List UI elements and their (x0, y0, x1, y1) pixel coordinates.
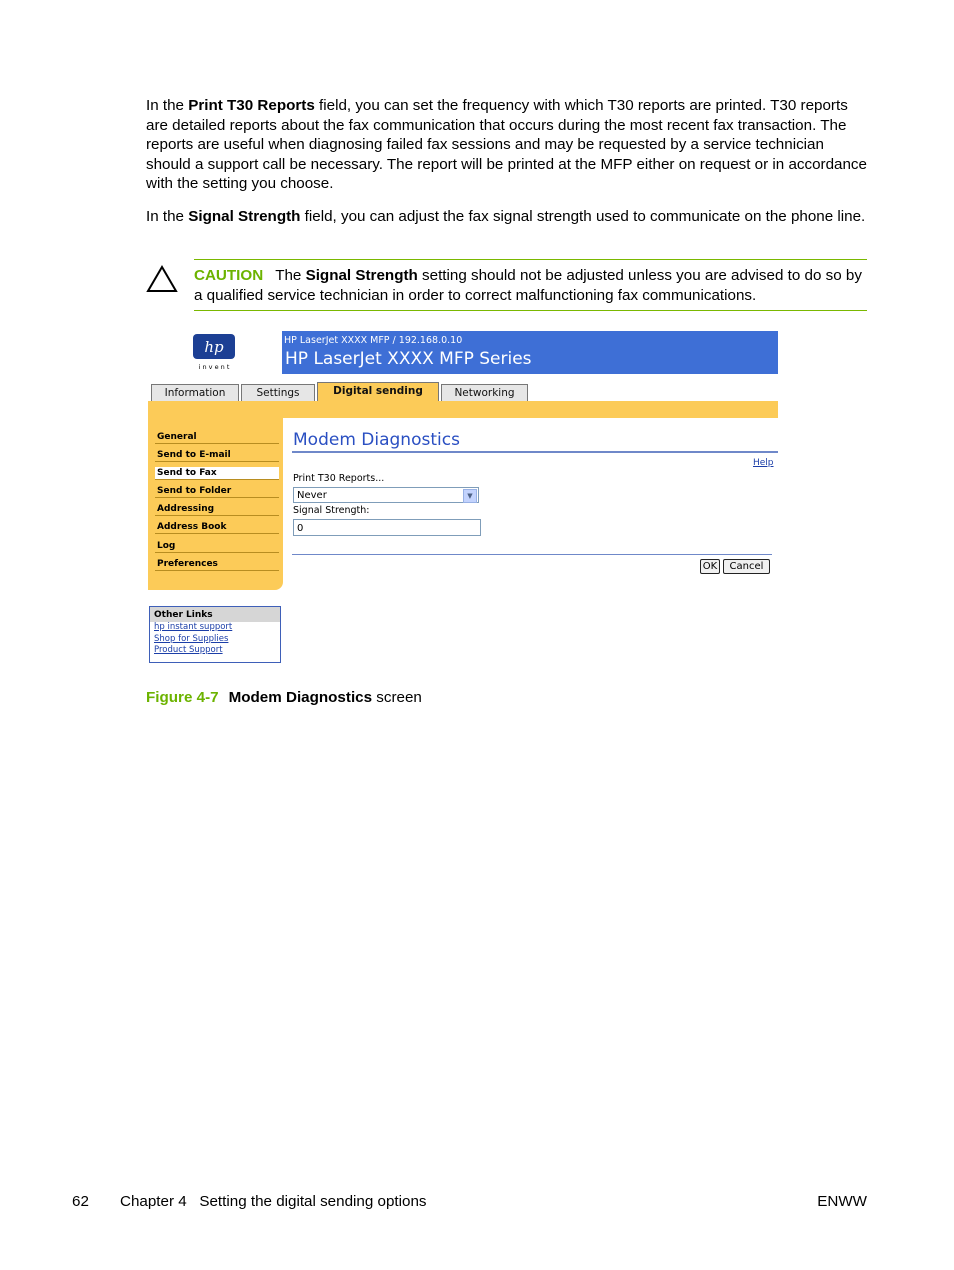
sidebar-item-send-to-fax[interactable]: Send to Fax (155, 467, 279, 480)
other-links-heading: Other Links (150, 607, 280, 622)
ok-button[interactable]: OK (700, 559, 720, 574)
help-link[interactable]: Help (753, 458, 774, 468)
title-divider (292, 451, 778, 453)
sidebar-item-general[interactable]: General (155, 431, 279, 444)
chevron-down-icon[interactable]: ▼ (463, 489, 477, 503)
caution-top-rule (194, 259, 867, 260)
sidebar-item-send-to-folder[interactable]: Send to Folder (155, 485, 279, 498)
tab-information[interactable]: Information (151, 384, 239, 401)
signal-strength-input[interactable]: 0 (293, 519, 481, 536)
device-address: HP LaserJet XXXX MFP / 192.168.0.10 (284, 335, 463, 346)
svg-text:hp: hp (204, 338, 224, 356)
sidebar-item-address-book[interactable]: Address Book (155, 521, 279, 534)
tab-digital-sending[interactable]: Digital sending (317, 382, 439, 401)
paragraph-print-t30: In the Print T30 Reports field, you can set the frequency with which T30 reports are printed. T30 reports are detailed reports about the fax communication that occurs during the most recent fax transaction. The reports are useful when diagnosing failed fax sessions and may be requested by a service technician should a support call be necessary. The report will be printed at the MFP either on request or in accordance with the setting you choose. (146, 97, 867, 192)
footer-right: ENWW (817, 1193, 867, 1210)
tab-networking[interactable]: Networking (441, 384, 528, 401)
paragraph-signal-strength: In the Signal Strength field, you can adjust the fax signal strength used to communicate on the phone line. (146, 208, 866, 225)
link-product-support[interactable]: Product Support (154, 645, 223, 655)
page-title: Modem Diagnostics (293, 430, 460, 450)
print-t30-label: Print T30 Reports... (293, 473, 385, 484)
link-hp-instant-support[interactable]: hp instant support (154, 622, 233, 632)
caution-bottom-rule (194, 310, 867, 311)
other-links-box (149, 606, 281, 663)
svg-text:i n v e n t: i n v e n t (198, 363, 230, 370)
form-divider (292, 554, 772, 555)
figure-caption: Figure 4-7 Modem Diagnostics screen (146, 689, 422, 706)
tab-strip (148, 401, 778, 418)
print-t30-value: Never (297, 490, 327, 501)
hp-logo-icon (193, 334, 235, 370)
device-header (282, 331, 778, 374)
sidebar-item-log[interactable]: Log (155, 540, 279, 553)
chapter-title: Chapter 4 Setting the digital sending options (120, 1193, 427, 1210)
sidebar-nav (148, 418, 283, 590)
modem-diagnostics-screenshot (148, 329, 780, 665)
signal-strength-label: Signal Strength: (293, 505, 370, 516)
sidebar-item-preferences[interactable]: Preferences (155, 558, 279, 571)
print-t30-select[interactable] (293, 487, 479, 503)
tab-settings[interactable]: Settings (241, 384, 315, 401)
device-title: HP LaserJet XXXX MFP Series (285, 349, 532, 369)
caution-box (146, 259, 867, 311)
page-number: 62 (72, 1193, 89, 1210)
warning-triangle-icon (146, 265, 178, 293)
cancel-button[interactable]: Cancel (723, 559, 770, 574)
caution-text: CAUTION The Signal Strength setting should not be adjusted unless you are advised to do so by a qualified service technician in order to correct malfunctioning fax communications. (194, 267, 862, 304)
sidebar-item-send-to-email[interactable]: Send to E-mail (155, 449, 279, 462)
link-shop-for-supplies[interactable]: Shop for Supplies (154, 633, 229, 644)
sidebar-item-addressing[interactable]: Addressing (155, 503, 279, 516)
